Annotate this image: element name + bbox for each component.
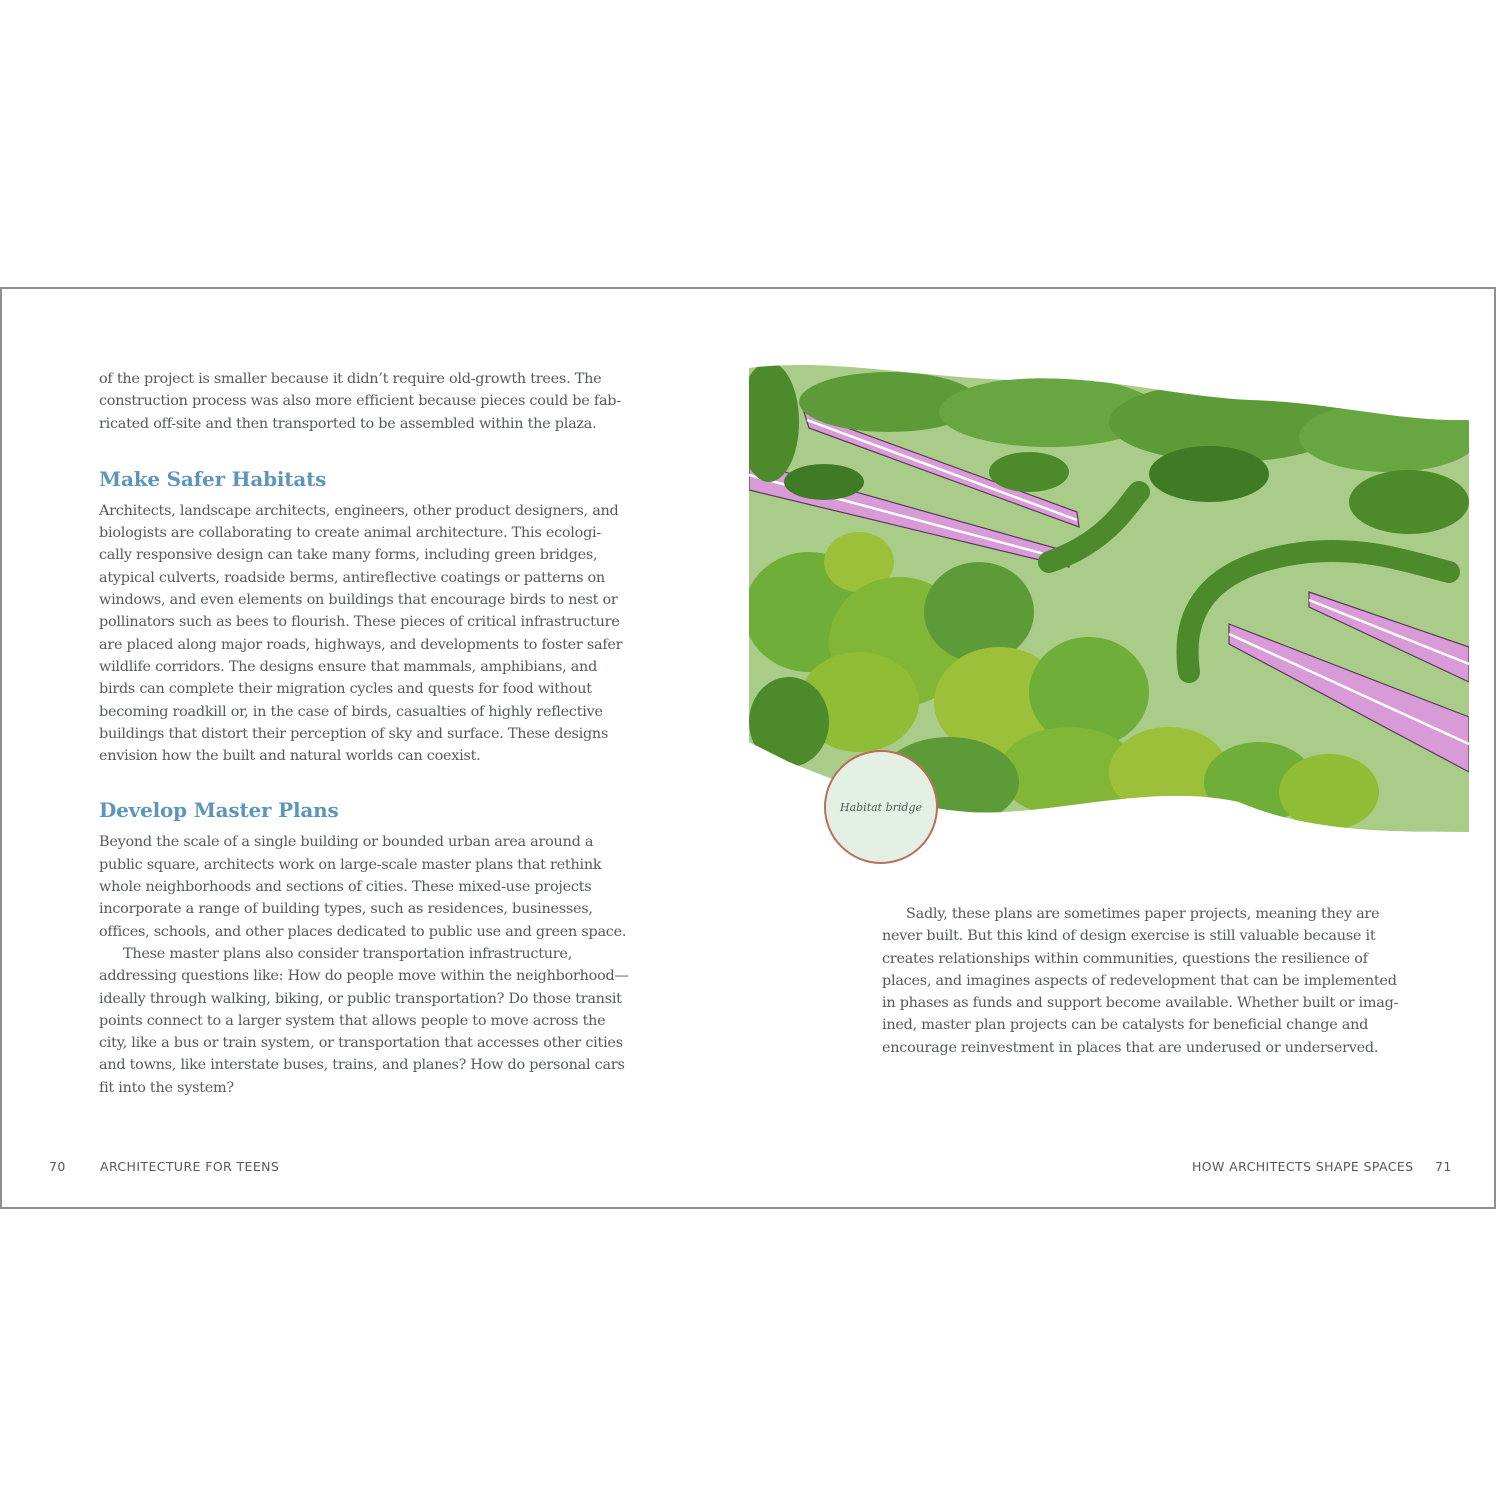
text-line: Sadly, these plans are sometimes paper projects, meaning they are bbox=[906, 906, 1380, 922]
text-line: points connect to a larger system that allows people to move across the bbox=[99, 1012, 606, 1029]
right-page-text bbox=[882, 903, 1402, 1059]
text-line: buildings that distort their perception of sky and surface. These designs bbox=[99, 725, 609, 742]
text-line: cally responsive design can take many forms, including green bridges, bbox=[99, 547, 598, 564]
safer-habitats-paragraph bbox=[99, 500, 623, 768]
text-line: are placed along major roads, highways, and developments to foster safer bbox=[99, 636, 623, 653]
intro-paragraph bbox=[99, 368, 619, 435]
text-line: windows, and even elements on buildings that encourage birds to nest or bbox=[99, 592, 618, 609]
habitat-bridge-callout bbox=[824, 750, 938, 864]
book-spread bbox=[0, 287, 1496, 1209]
text-line: atypical culverts, roadside berms, antireflective coatings or patterns on bbox=[99, 569, 605, 586]
left-page-text bbox=[99, 368, 629, 1099]
text-line: ined, master plan projects can be catalysts for beneficial change and bbox=[882, 1017, 1369, 1034]
text-line: biologists are collaborating to create animal architecture. This ecologi- bbox=[99, 525, 602, 542]
page-number-right: 71 bbox=[1435, 1159, 1452, 1174]
text-line: Beyond the scale of a single building or bounded urban area around a bbox=[99, 834, 594, 851]
text-line: fit into the system? bbox=[99, 1079, 234, 1096]
callout-label: Habitat bridge bbox=[839, 800, 923, 814]
text-line: places, and imagines aspects of redevelopment that can be implemented bbox=[882, 972, 1397, 989]
text-line: public square, architects work on large-scale master plans that rethink bbox=[99, 856, 602, 873]
master-plans-paragraph-2 bbox=[99, 943, 629, 1099]
text-line: creates relationships within communities, questions the resilience of bbox=[882, 950, 1368, 967]
text-line: wildlife corridors. The designs ensure that mammals, amphibians, and bbox=[99, 658, 598, 675]
text-line: addressing questions like: How do people move within the neighborhood— bbox=[99, 968, 629, 985]
running-head-left: ARCHITECTURE FOR TEENS bbox=[100, 1159, 280, 1174]
text-line: offices, schools, and other places dedicated to public use and green space. bbox=[99, 923, 627, 940]
text-line: ideally through walking, biking, or public transportation? Do those transit bbox=[99, 990, 622, 1007]
running-head-right: HOW ARCHITECTS SHAPE SPACES bbox=[1192, 1159, 1414, 1174]
section-heading-safer-habitats: Make Safer Habitats bbox=[99, 466, 327, 491]
text-line: encourage reinvestment in places that are underused or underserved. bbox=[882, 1039, 1379, 1056]
text-line: construction process was also more efficient because pieces could be fab- bbox=[99, 393, 621, 410]
text-line: and towns, like interstate buses, trains, and planes? How do personal cars bbox=[99, 1057, 625, 1074]
text-line: envision how the built and natural worlds can coexist. bbox=[99, 748, 481, 765]
section-heading-master-plans: Develop Master Plans bbox=[99, 798, 339, 823]
text-line: ricated off-site and then transported to be assembled within the plaza. bbox=[99, 415, 597, 432]
text-line: birds can complete their migration cycles and quests for food without bbox=[99, 681, 592, 698]
text-line: Architects, landscape architects, engineers, other product designers, and bbox=[99, 502, 619, 519]
text-line: becoming roadkill or, in the case of birds, casualties of highly reflective bbox=[99, 703, 603, 720]
text-line: pollinators such as bees to flourish. These pieces of critical infrastructure bbox=[99, 614, 620, 631]
text-line: city, like a bus or train system, or transportation that accesses other cities bbox=[99, 1035, 623, 1052]
page-number-left: 70 bbox=[49, 1159, 66, 1174]
text-line: whole neighborhoods and sections of cities. These mixed-use projects bbox=[99, 879, 592, 896]
text-line: These master plans also consider transportation infrastructure, bbox=[123, 945, 573, 962]
text-line: of the project is smaller because it didn’t require old-growth trees. The bbox=[99, 371, 602, 387]
master-plans-paragraph-1 bbox=[99, 831, 627, 942]
text-line: never built. But this kind of design exercise is still valuable because it bbox=[882, 928, 1376, 945]
text-line: in phases as funds and support become available. Whether built or imag- bbox=[882, 995, 1399, 1012]
text-line: incorporate a range of building types, such as residences, businesses, bbox=[99, 901, 593, 918]
